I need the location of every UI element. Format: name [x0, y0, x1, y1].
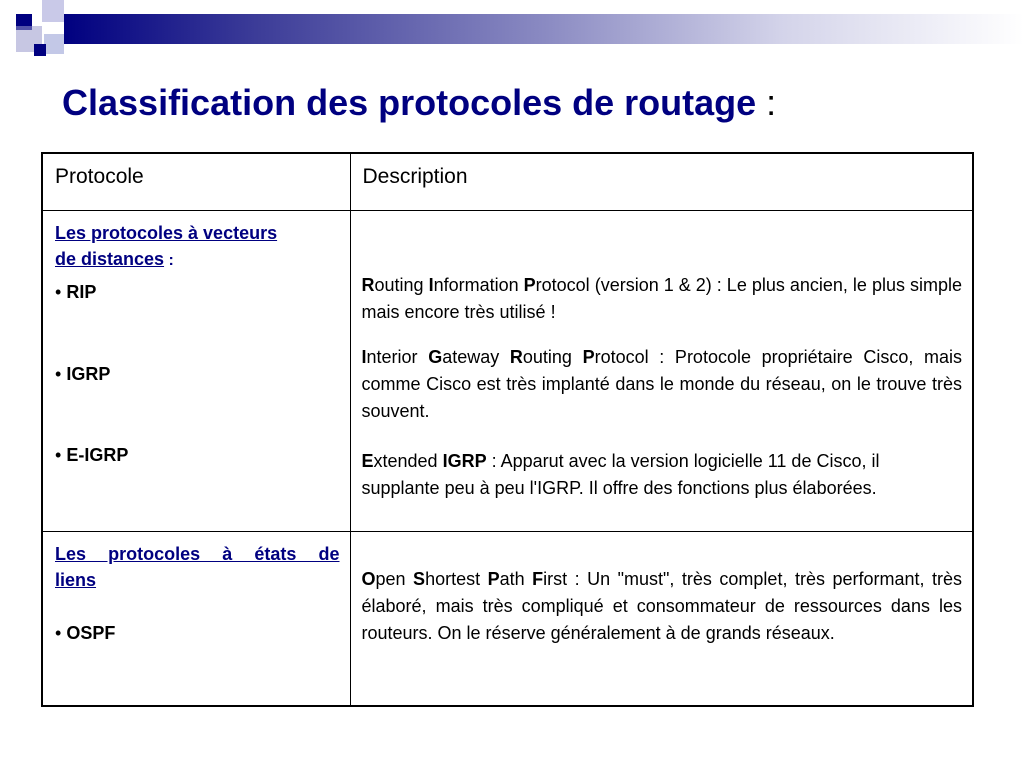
desc-text: hortest [425, 568, 488, 589]
initial-p: P [487, 568, 500, 589]
table-header-row [42, 153, 973, 210]
header-description: Description [350, 153, 973, 210]
bullet: • [55, 444, 62, 465]
desc-text: irst : Un "must", très complet, très performant, très élaboré, mais très compliqué et consommateur de ressources dans les routeurs. On le réserve généralement à de grands réseaux. [361, 568, 962, 643]
initial-i: I [428, 274, 434, 295]
slide-title-colon: : [756, 82, 777, 123]
protocol-item-ospf [55, 620, 340, 646]
description-eigrp [362, 448, 963, 502]
link-state-category-line1: Les protocoles à états de [55, 543, 340, 564]
protocol-name-igrp: IGRP [66, 363, 111, 384]
bullet: • [55, 622, 62, 643]
initial-p: P [523, 274, 536, 295]
table-row-distance-vector [42, 210, 973, 531]
bullet: • [55, 363, 62, 384]
desc-text: ateway [442, 346, 510, 367]
link-state-descriptions-cell [350, 531, 973, 706]
link-state-category-line2: liens [55, 569, 97, 590]
corner-square-small [34, 44, 46, 56]
desc-text: rotocol (version 1 & 2) : Le plus ancien, le plus simple mais encore très utilisé ! [361, 274, 962, 322]
protocol-name-ospf: OSPF [66, 622, 116, 643]
initial-p: P [582, 346, 595, 367]
header-protocol: Protocole [42, 153, 350, 210]
initial-e: E [361, 450, 374, 471]
link-state-category [55, 541, 340, 593]
bullet: • [55, 281, 62, 302]
desc-text: pen [375, 568, 414, 589]
protocol-item-rip [55, 279, 340, 305]
initial-i: I [361, 346, 367, 367]
desc-text: xtended [373, 450, 443, 471]
description-ospf [362, 566, 963, 647]
table-row-link-state [42, 531, 973, 706]
protocol-name-eigrp: E-IGRP [66, 444, 129, 465]
initial-r: R [509, 346, 523, 367]
protocol-item-igrp [55, 361, 340, 387]
desc-text: nterior [366, 346, 429, 367]
distance-vector-category [55, 220, 340, 272]
initial-f: F [532, 568, 544, 589]
header-gradient-band [64, 14, 1024, 44]
desc-text: outing [374, 274, 429, 295]
description-igrp [362, 344, 963, 425]
igrp-bold: IGRP [442, 450, 487, 471]
distance-vector-descriptions-cell [350, 210, 973, 531]
corner-square-soft [44, 34, 64, 54]
desc-text: ath [499, 568, 533, 589]
slide-title-text: Classification des protocoles de routage [62, 82, 757, 123]
initial-g: G [428, 346, 443, 367]
protocol-name-rip: RIP [66, 281, 97, 302]
initial-o: O [361, 568, 376, 589]
protocol-table [41, 152, 974, 707]
protocol-item-eigrp [55, 442, 340, 468]
desc-text: outing [522, 346, 583, 367]
desc-text: : Apparut avec la version logicielle 11 de Cisco, il supplante peu à peu l'IGRP. Il offre des fonctions plus élaborées. [361, 450, 880, 498]
distance-vector-category-line1: Les protocoles à vecteurs [55, 222, 278, 243]
corner-square-light [42, 0, 64, 22]
slide-title [62, 82, 776, 124]
distance-vector-category-line2: de distances [55, 248, 165, 269]
description-rip [362, 272, 963, 326]
distance-vector-protocols-cell [42, 210, 350, 531]
desc-text: nformation [433, 274, 524, 295]
initial-s: S [413, 568, 426, 589]
initial-r: R [361, 274, 375, 295]
link-state-protocols-cell [42, 531, 350, 706]
distance-vector-category-colon: : [164, 251, 174, 269]
desc-text: rotocol : Protocole propriétaire Cisco, mais comme Cisco est très implanté dans le monde du réseau, on le trouve très souvent. [361, 346, 962, 421]
